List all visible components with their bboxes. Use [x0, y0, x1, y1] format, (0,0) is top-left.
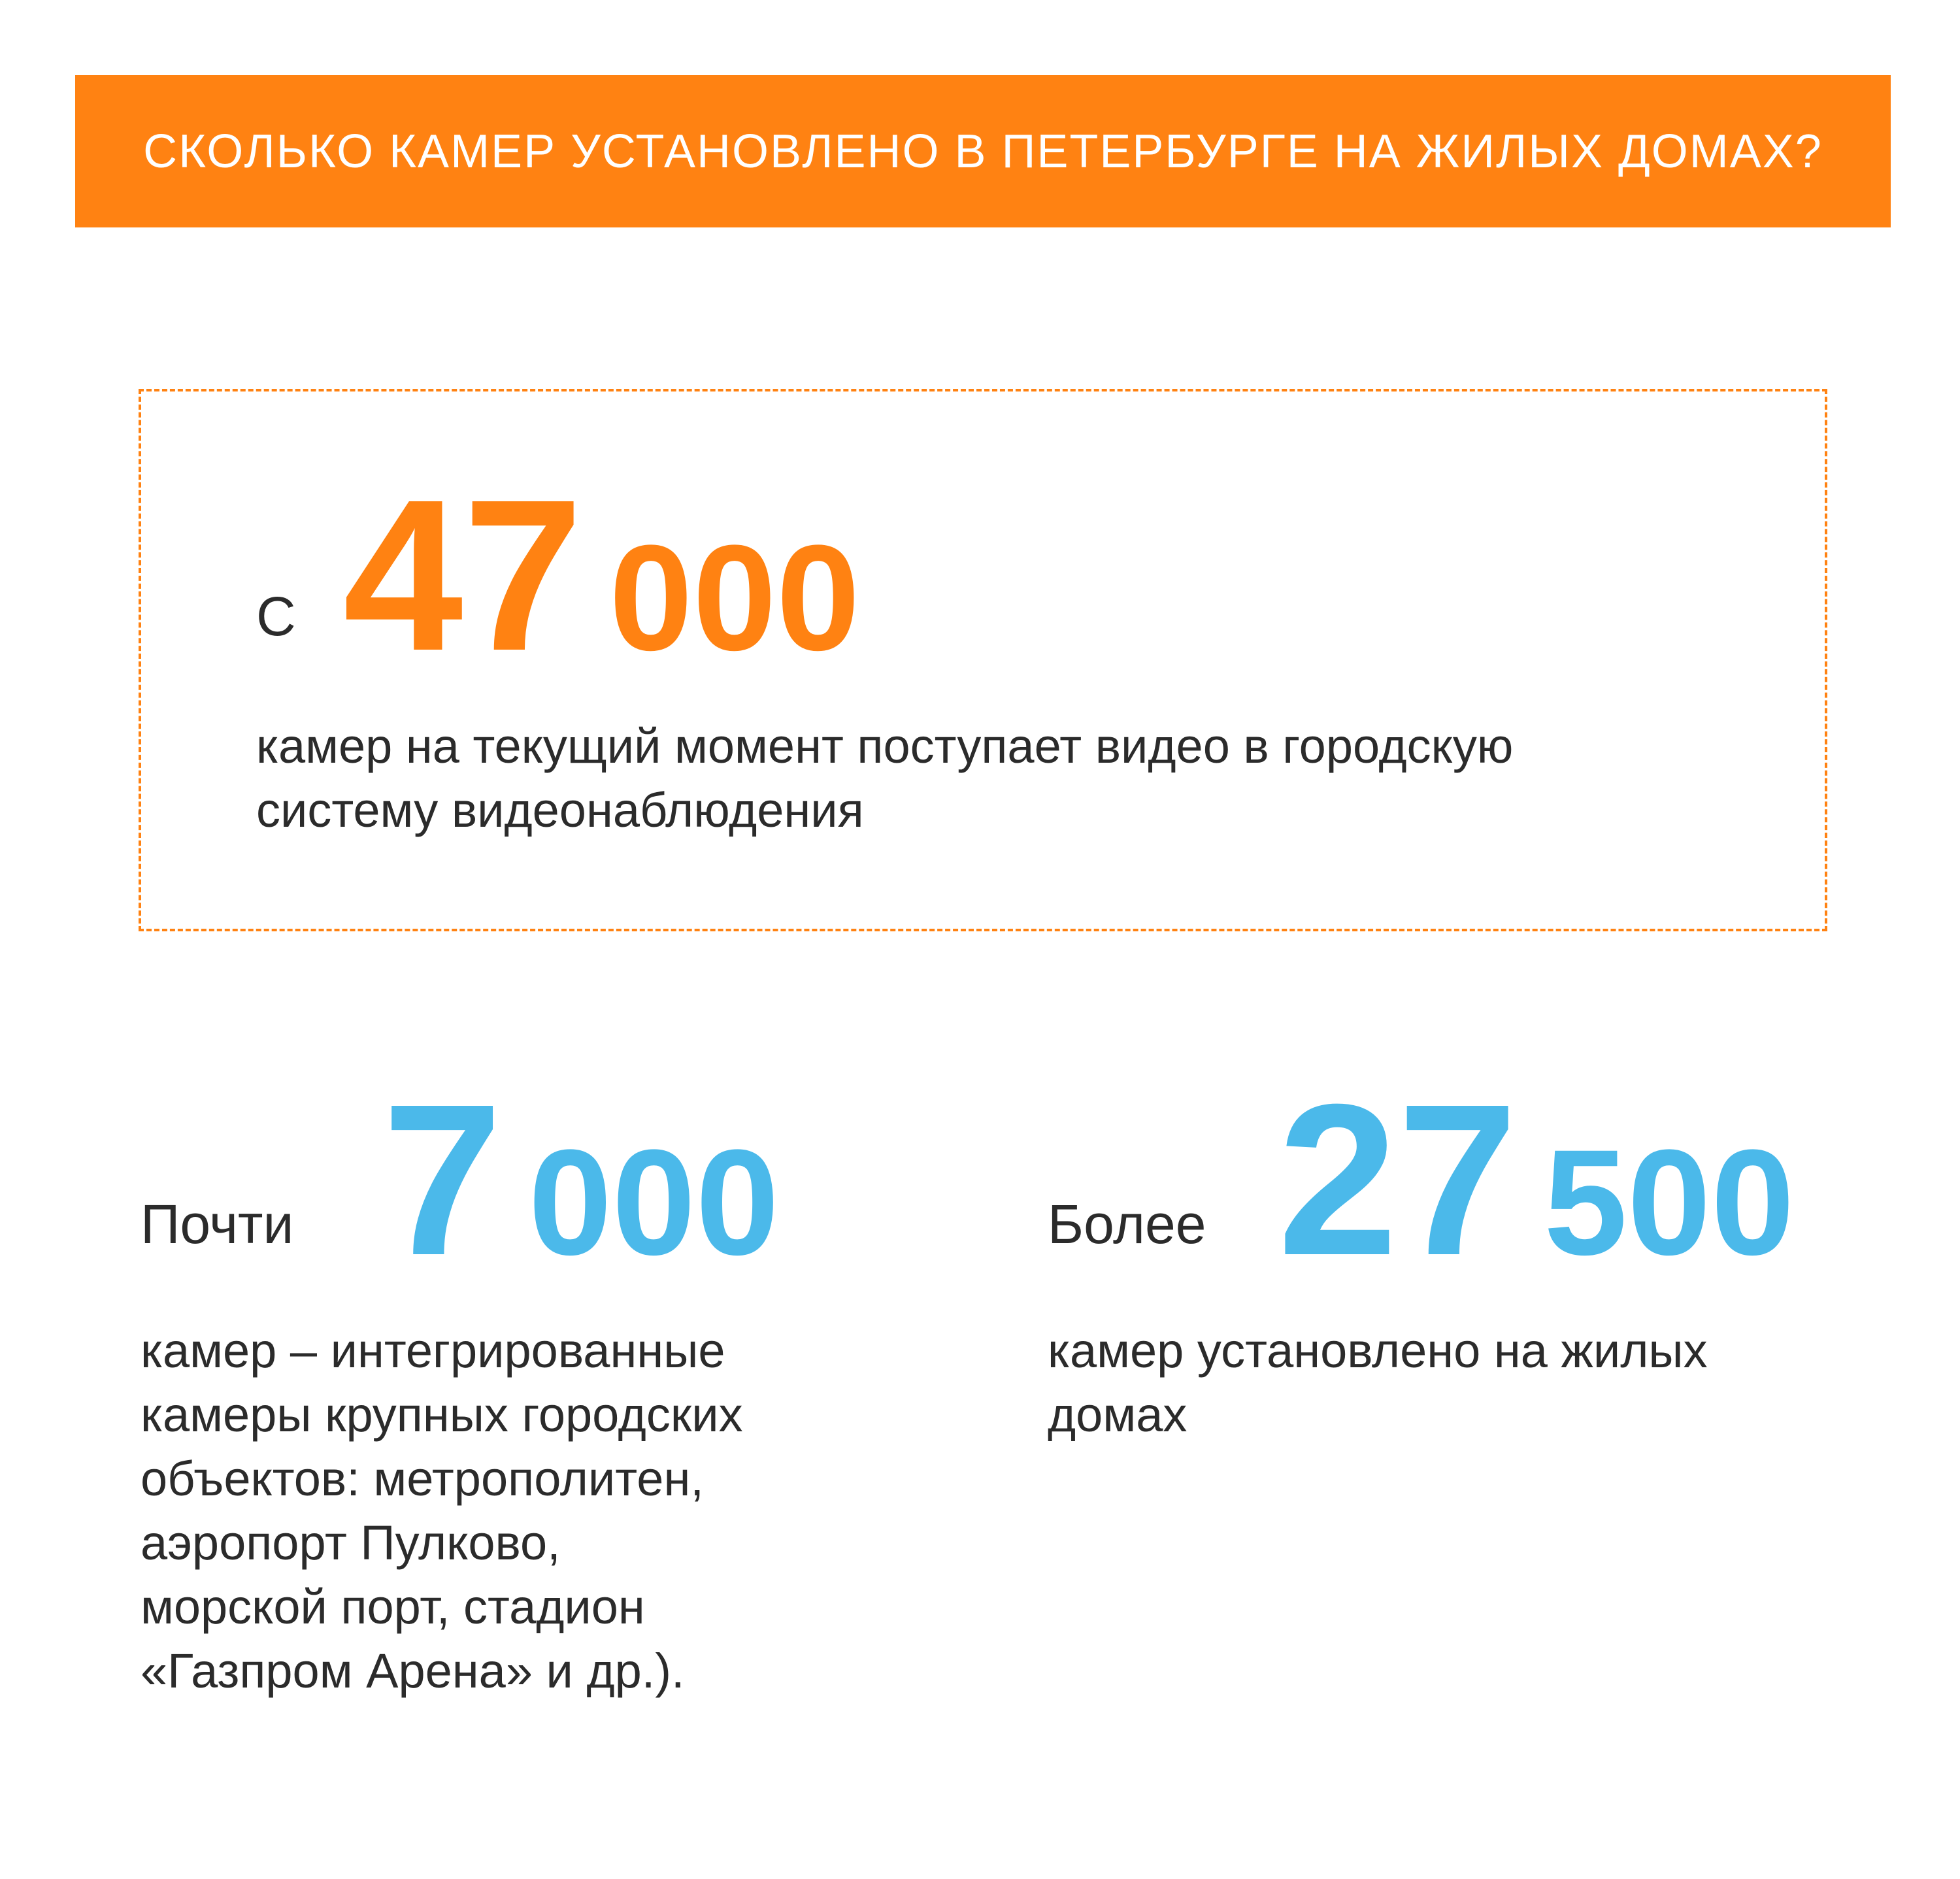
- left-stat-number: [382, 1059, 780, 1300]
- right-stat-number-lead: 27: [1278, 1059, 1518, 1300]
- right-stat-description-line: домах: [1048, 1388, 1188, 1442]
- left-stat-number-tail: 000: [528, 1118, 780, 1286]
- left-stat-description-line: аэропорт Пулково,: [141, 1516, 561, 1570]
- main-stat-description-line: камер на текущий момент поступает видео в городскую: [256, 719, 1514, 773]
- left-stat-number-lead: 7: [382, 1059, 503, 1300]
- right-stat-number: [1278, 1059, 1795, 1300]
- right-stat-prefix: Более: [1048, 1193, 1206, 1255]
- main-stat-number: [343, 454, 860, 695]
- left-stat-description-line: морской порт, стадион: [141, 1580, 645, 1634]
- main-stat-number-lead: 47: [343, 454, 584, 695]
- left-stat-description-line: «Газпром Арена» и др.).: [141, 1644, 685, 1698]
- main-stat-prefix: С: [256, 586, 296, 647]
- left-stat-description-line: камеры крупных городских: [141, 1388, 743, 1442]
- left-stat-description-line: камер – интегрированные: [141, 1323, 725, 1378]
- main-stat-description: [256, 714, 1513, 842]
- left-stat-prefix: Почти: [141, 1193, 294, 1255]
- right-stat-description-line: камер установлено на жилых: [1048, 1323, 1708, 1378]
- left-stat-description: [141, 1319, 743, 1703]
- main-stat-description-line: систему видеонаблюдения: [256, 783, 864, 837]
- header-banner: [75, 75, 1891, 227]
- page-title: СКОЛЬКО КАМЕР УСТАНОВЛЕНО В ПЕТЕРБУРГЕ НА ЖИЛЫХ ДОМАХ?: [143, 125, 1823, 178]
- right-stat-number-tail: 500: [1544, 1118, 1795, 1286]
- left-stat-description-line: объектов: метрополитен,: [141, 1452, 704, 1506]
- right-stat-description: [1048, 1319, 1708, 1447]
- main-stat-number-tail: 000: [609, 514, 860, 682]
